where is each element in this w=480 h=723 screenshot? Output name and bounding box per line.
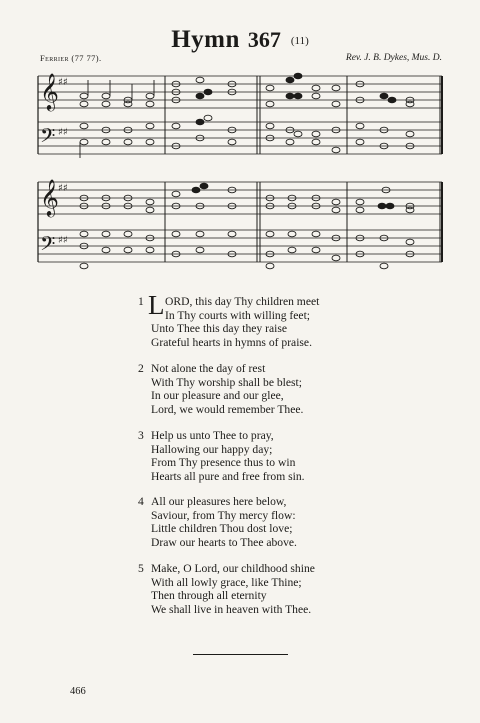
treble-staff-1: [38, 76, 442, 108]
stanza-line: With all lowly grace, like Thine;: [151, 575, 302, 589]
bass-staff-1: [38, 122, 442, 154]
stanza-line: In our pleasure and our glee,: [151, 389, 284, 403]
stanza-line: Grateful hearts in hymns of praise.: [151, 335, 312, 349]
stanza-line: Little children Thou dost love;: [151, 522, 293, 536]
key-sharp-icon: ♯♯: [58, 127, 68, 138]
treble-clef-icon: 𝄞: [40, 178, 59, 216]
stanza-line: ORD, this day Thy children meet: [165, 295, 320, 308]
stanza-line: We shall live in heaven with Thee.: [151, 602, 312, 616]
stanza-line: With Thy worship shall be blest;: [151, 375, 302, 389]
music-system-2: [38, 178, 442, 269]
key-sharp-icon: ♯♯: [58, 183, 68, 194]
stanza-line: Hearts all pure and free from sin.: [151, 469, 305, 483]
stanza-line: Help us unto Thee to pray,: [151, 429, 274, 442]
stanza-line: Lord, we would remember Thee.: [151, 402, 304, 416]
treble-clef-icon: 𝄞: [40, 72, 59, 110]
tune-name: Ferrier (77 77).: [40, 53, 102, 63]
notes-system-1: [80, 73, 414, 158]
stanza-line: Draw our hearts to Thee above.: [151, 535, 297, 549]
music-score: [0, 0, 480, 300]
stanza-line: Saviour, from Thy mercy flow:: [151, 508, 296, 522]
page-number: 466: [70, 686, 86, 697]
composer-credit: Rev. J. B. Dykes, Mus. D.: [345, 53, 442, 63]
stanza-line: Make, O Lord, our childhood shine: [151, 562, 315, 575]
key-sharp-icon: ♯♯: [58, 77, 68, 88]
key-sharp-icon: ♯♯: [58, 235, 68, 246]
music-system-1: [38, 72, 442, 158]
stanza-number: 1: [138, 295, 144, 308]
barlines-2: [165, 182, 442, 262]
hymn-title-word: Hymn: [171, 26, 240, 53]
bass-clef-icon: 𝄢: [40, 124, 56, 152]
stanza-line: Unto Thee this day they raise: [151, 322, 287, 336]
drop-cap: L: [148, 290, 165, 320]
hymn-number: 367: [247, 27, 281, 52]
stanza-number: 2: [138, 362, 144, 375]
end-rule: [193, 654, 288, 655]
hymn-subnumber: (11): [290, 35, 309, 47]
stanza-number: 4: [138, 495, 144, 508]
stanza-line: All our pleasures here below,: [151, 495, 287, 508]
bass-clef-icon: 𝄢: [40, 232, 56, 260]
stanza-line: From Thy presence thus to win: [151, 456, 296, 470]
stanza-number: 5: [138, 562, 144, 575]
stanza-line: Hallowing our happy day;: [151, 442, 273, 456]
stanza-number: 3: [138, 429, 144, 442]
bass-staff-2: [38, 230, 442, 262]
stanza-line: Not alone the day of rest: [151, 362, 266, 375]
stanza-line: In Thy courts with willing feet;: [165, 308, 311, 322]
stanza-line: Then through all eternity: [151, 589, 267, 603]
notes-system-2: [80, 183, 414, 269]
